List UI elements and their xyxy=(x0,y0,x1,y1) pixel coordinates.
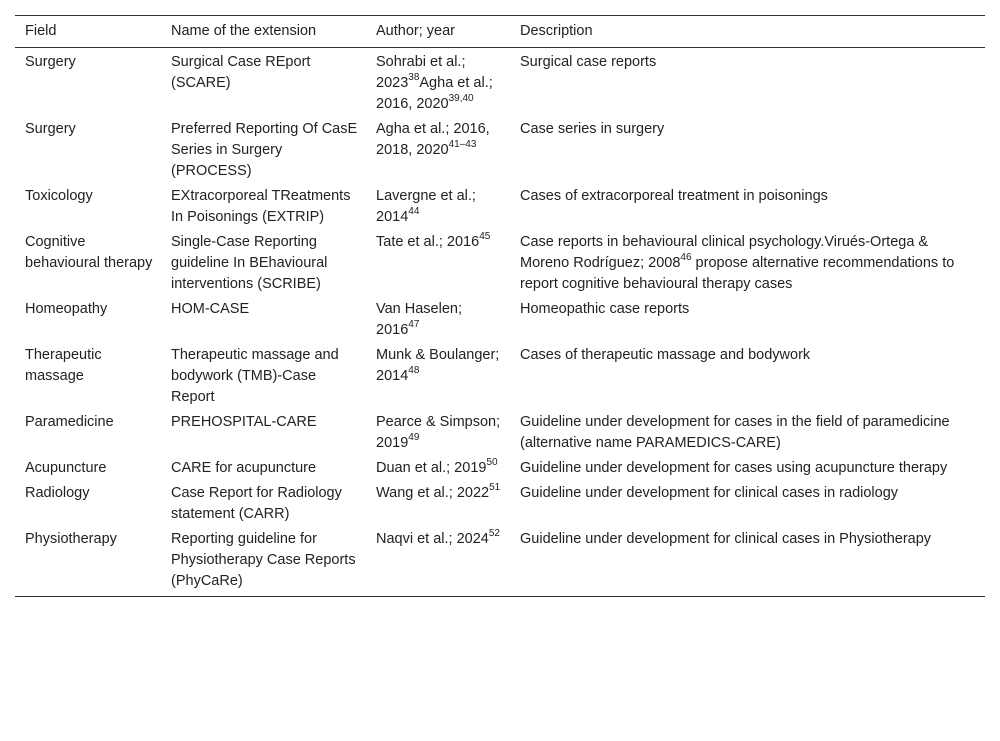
reference-superscript: 46 xyxy=(680,252,692,264)
reference-superscript: 47 xyxy=(408,319,420,331)
cell-description xyxy=(510,479,985,525)
cell-text: propose alternative recommendations to report cognitive behavioural therapy cases xyxy=(520,255,955,292)
header-field: Field xyxy=(15,16,161,48)
cell-text: Lavergne et al.; 2014 xyxy=(376,188,476,225)
cell-field: Physiotherapy xyxy=(15,525,161,597)
table-row xyxy=(15,479,985,525)
cell-text: Guideline under development for clinical cases in radiology xyxy=(520,485,899,501)
table-header xyxy=(15,16,985,48)
cell-author-year xyxy=(366,454,510,479)
cell-text: Surgical case reports xyxy=(520,54,657,70)
cell-text: Agha et al.; 2016, 2018, 2020 xyxy=(376,121,490,158)
cell-extension-name: Surgical Case REport (SCARE) xyxy=(171,54,311,91)
cell-text: Case series in surgery xyxy=(520,121,665,137)
reference-superscript: 44 xyxy=(408,206,420,218)
reference-superscript: 45 xyxy=(479,231,491,243)
cell-description xyxy=(510,525,985,597)
cell-author-year xyxy=(366,525,510,597)
cell-author-year xyxy=(366,341,510,408)
cell-text: Munk & Boulanger; 2014 xyxy=(376,347,500,384)
cell-description xyxy=(510,48,985,116)
cell-text: Guideline under development for clinical cases in Physiotherapy xyxy=(520,531,932,547)
cell-text: Naqvi et al.; 2024 xyxy=(376,531,489,547)
table-row xyxy=(15,48,985,116)
reference-superscript: 38 xyxy=(408,72,420,84)
cell-author-year xyxy=(366,295,510,341)
cell-description xyxy=(510,454,985,479)
cell-field: Radiology xyxy=(25,485,90,501)
cell-text: Cases of therapeutic massage and bodywork xyxy=(520,347,811,363)
header-author: Author; year xyxy=(366,16,510,48)
cell-author-year xyxy=(366,48,510,116)
reference-superscript: 50 xyxy=(486,457,498,469)
reference-superscript: 49 xyxy=(408,432,420,444)
cell-extension-name: PREHOSPITAL-CARE xyxy=(171,414,317,430)
header-name: Name of the extension xyxy=(161,16,366,48)
cell-description xyxy=(510,228,985,295)
cell-text: Homeopathic case reports xyxy=(520,301,690,317)
table-row xyxy=(15,295,985,341)
cell-field: Acupuncture xyxy=(25,460,107,476)
header-row xyxy=(15,16,985,48)
cell-text: Sohrabi et al.; 2023 xyxy=(376,54,466,91)
cell-extension-name: Single-Case Reporting guideline In BEhavioural interventions (SCRIBE) xyxy=(171,234,328,292)
reference-superscript: 52 xyxy=(488,528,500,540)
cell-extension-name: Therapeutic massage and bodywork (TMB)-Case Report xyxy=(171,347,339,405)
table-row xyxy=(15,408,985,454)
cell-text: Van Haselen; 2016 xyxy=(376,301,462,338)
cell-extension-name: Reporting guideline for Physiotherapy Case Reports (PhyCaRe) xyxy=(161,525,366,597)
cell-author-year xyxy=(366,115,510,182)
cell-extension-name: HOM-CASE xyxy=(171,301,250,317)
cell-text: Guideline under development for cases using acupuncture therapy xyxy=(520,460,948,476)
header-description: Description xyxy=(510,16,985,48)
table-row xyxy=(15,454,985,479)
table-row xyxy=(15,228,985,295)
cell-field: Therapeutic massage xyxy=(25,347,102,384)
cell-text: Cases of extracorporeal treatment in poisonings xyxy=(520,188,828,204)
cell-text: Wang et al.; 2022 xyxy=(376,485,490,501)
cell-field: Cognitive behavioural therapy xyxy=(25,234,153,271)
cell-text: Agha et al.; 2016, 2020 xyxy=(376,75,493,112)
cell-field: Paramedicine xyxy=(25,414,114,430)
cell-author-year xyxy=(366,228,510,295)
cell-text: Tate et al.; 2016 xyxy=(376,234,480,250)
table-row xyxy=(15,525,985,597)
reference-superscript: 39,40 xyxy=(448,93,474,105)
reference-superscript: 48 xyxy=(408,365,420,377)
table-row xyxy=(15,115,985,182)
cell-description xyxy=(510,408,985,454)
cell-extension-name: EXtracorporeal TReatments In Poisonings (EXTRIP) xyxy=(171,188,351,225)
cell-description xyxy=(510,295,985,341)
cell-extension-name: CARE for acupuncture xyxy=(171,460,317,476)
cell-field: Surgery xyxy=(25,121,76,137)
cell-description xyxy=(510,182,985,228)
table-row xyxy=(15,341,985,408)
cell-text: Duan et al.; 2019 xyxy=(376,460,487,476)
cell-author-year xyxy=(366,182,510,228)
cell-text: Case reports in behavioural clinical psychology.Virués-Ortega & Moreno Rodríguez; 2008 xyxy=(520,234,929,271)
cell-text: Guideline under development for cases in the field of paramedicine (alternative name PARAMEDICS-CARE) xyxy=(520,414,950,451)
reference-superscript: 41–43 xyxy=(448,139,477,151)
table-row xyxy=(15,182,985,228)
cell-description xyxy=(510,341,985,408)
cell-field: Surgery xyxy=(25,54,76,70)
cell-extension-name: Preferred Reporting Of CasE Series in Surgery (PROCESS) xyxy=(171,121,358,179)
cell-author-year xyxy=(366,479,510,525)
cell-field: Homeopathy xyxy=(25,301,108,317)
cell-text: Pearce & Simpson; 2019 xyxy=(376,414,501,451)
cell-extension-name: Case Report for Radiology statement (CARR) xyxy=(171,485,342,522)
table-body xyxy=(15,48,985,597)
cell-field: Toxicology xyxy=(25,188,93,204)
extensions-table xyxy=(15,15,985,597)
cell-author-year xyxy=(366,408,510,454)
reference-superscript: 51 xyxy=(489,482,501,494)
cell-description xyxy=(510,115,985,182)
